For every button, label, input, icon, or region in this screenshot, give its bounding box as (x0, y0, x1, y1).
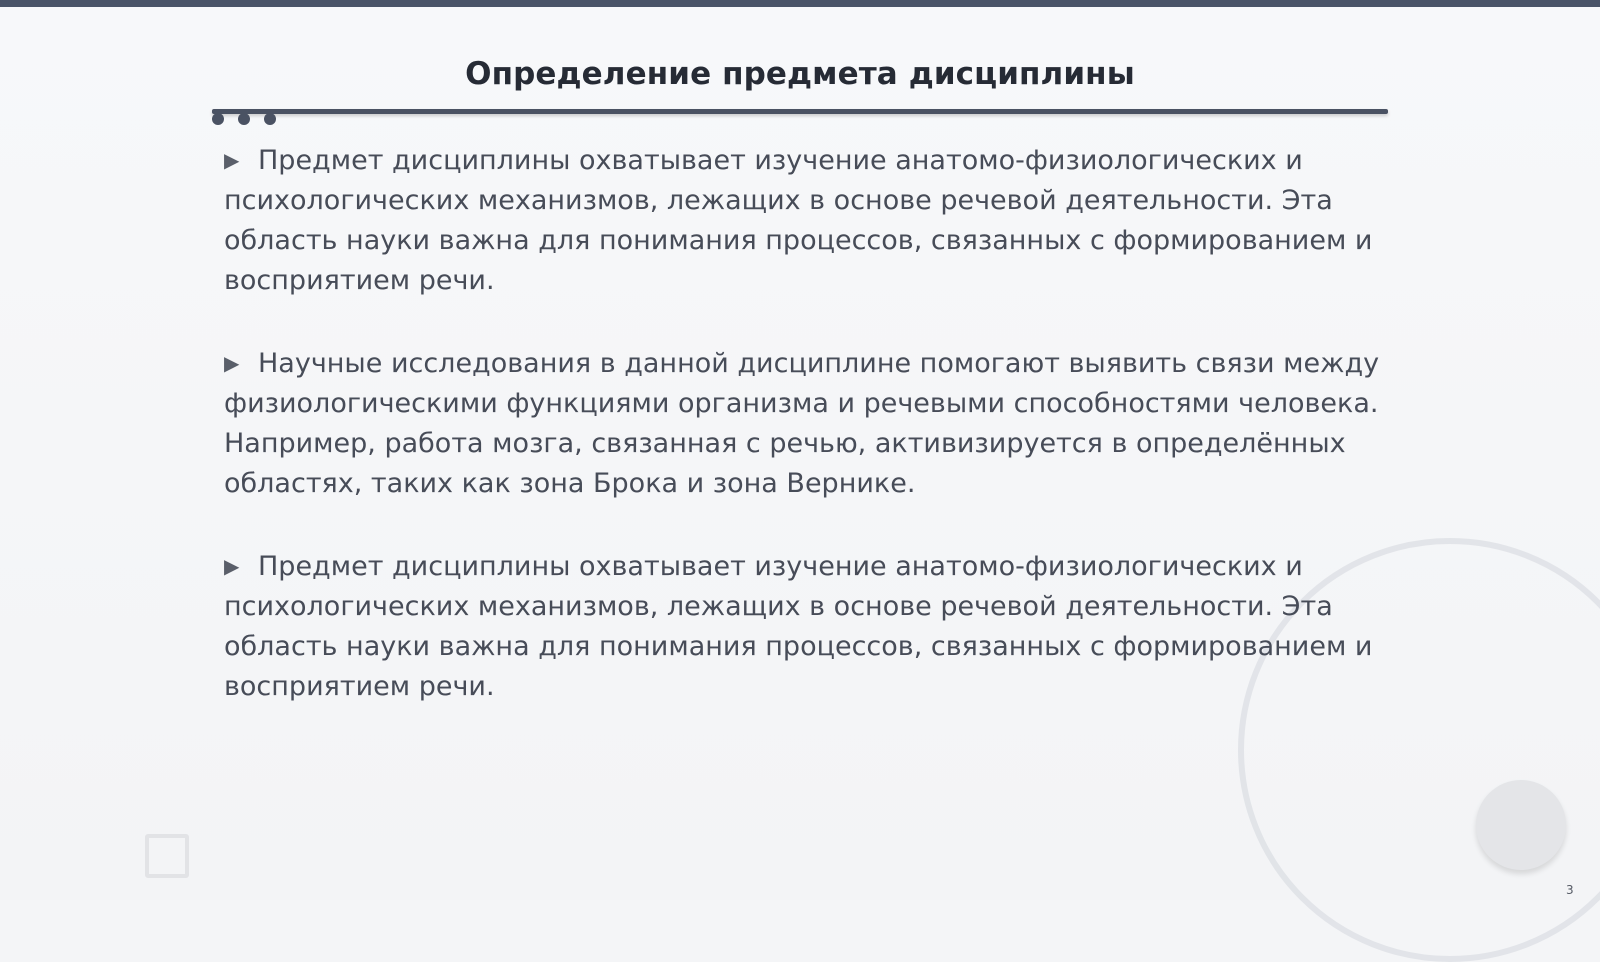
decorative-square (145, 834, 189, 878)
decorative-circle (1476, 780, 1566, 870)
slide-title: Определение предмета дисциплины (465, 56, 1135, 92)
rule-dot-3 (264, 113, 276, 125)
page-number: 3 (1566, 883, 1574, 897)
bullet-item (224, 546, 1384, 707)
bullet-arrow-icon: ▶ (224, 554, 240, 578)
bullet-arrow-icon: ▶ (224, 351, 240, 375)
bullet-text: Предмет дисциплины охватывает изучение анатомо-физиологических и психологических механизмов, лежащих в основе речевой деятельности. Эта область науки важна для понимания процессов, связанных с формированием и восприятием речи. (224, 551, 1373, 702)
bullet-item (224, 140, 1384, 301)
title-underline (212, 109, 1388, 114)
bullet-arrow-icon: ▶ (224, 148, 240, 172)
rule-dot-1 (212, 113, 224, 125)
rule-dot-2 (238, 113, 250, 125)
bullet-text: Научные исследования в данной дисциплине помогают выявить связи между физиологическими функциями организма и речевыми способностями человека. Например, работа мозга, связанная с речью, активизируется в определённых областях, таких как зона Брока и зона Вернике. (224, 348, 1380, 499)
top-accent-bar (0, 0, 1600, 7)
bullet-text: Предмет дисциплины охватывает изучение анатомо-физиологических и психологических механизмов, лежащих в основе речевой деятельности. Эта область науки важна для понимания процессов, связанных с формированием и восприятием речи. (224, 145, 1373, 296)
slide-content (224, 140, 1384, 749)
bullet-item (224, 343, 1384, 504)
